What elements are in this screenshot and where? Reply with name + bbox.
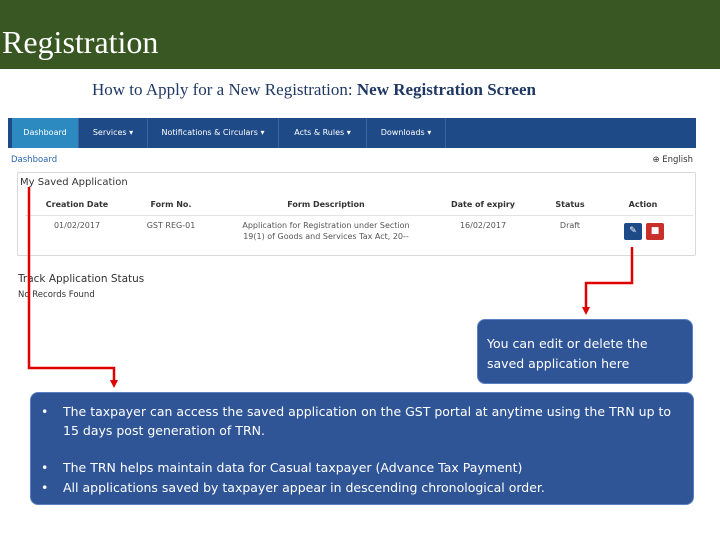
description-line-2: 19(1) of Goods and Services Tax Act, 20-- [243,232,409,241]
subtitle-prefix: How to Apply for a New Registration: [92,80,357,99]
cell-form-no: GST REG-01 [146,221,196,230]
table-divider [25,215,693,216]
description-line-1: Application for Registration under Section [242,221,410,230]
col-status: Status [555,200,585,209]
col-form-no: Form No. [150,200,192,209]
portal-nav-bar [8,118,696,148]
saved-application-title: My Saved Application [20,177,128,188]
subtitle-bold: New Registration Screen [356,80,536,99]
edit-delete-callout: You can edit or delete the saved application here [477,319,693,384]
language-label: English [662,155,693,165]
bullet-marker: • [41,404,49,419]
slide-title: Registration [2,24,159,60]
bullet-text-2: The TRN helps maintain data for Casual taxpayer (Advance Tax Payment) [63,460,523,475]
nav-acts-rules[interactable]: Acts & Rules ▾ [294,128,351,137]
nav-notifications-circulars[interactable]: Notifications & Circulars ▾ [161,128,265,137]
cell-date-of-expiry: 16/02/2017 [459,221,507,230]
edit-button[interactable] [624,223,642,240]
cell-creation-date: 01/02/2017 [53,221,101,230]
bullet-marker: • [41,480,49,495]
col-form-description: Form Description [287,200,365,209]
language-selector[interactable] [652,155,693,165]
pencil-icon: ✎ [629,226,637,236]
track-application-title: Track Application Status [18,273,145,285]
slide-subtitle [92,80,536,100]
bullet-text-1: The taxpayer can access the saved application on the GST portal at anytime using the TRN up to 15 days post generation of TRN. [63,404,672,438]
nav-services[interactable]: Services ▾ [92,128,134,137]
nav-dashboard[interactable]: Dashboard [12,118,78,148]
slide-title-bar [0,0,720,69]
col-date-of-expiry: Date of expiry [450,200,516,209]
col-action: Action [628,200,658,209]
no-records-text: No Records Found [18,290,95,300]
col-creation-date: Creation Date [45,200,109,209]
saved-application-panel [17,172,696,256]
portal-screenshot [8,118,696,308]
globe-icon: ⊕ [652,155,660,165]
cell-form-description [230,220,422,242]
nav-divider [445,118,446,148]
cell-status: Draft [559,221,581,230]
nav-downloads[interactable]: Downloads ▾ [380,128,432,137]
bullet-marker: • [41,460,49,475]
delete-button[interactable] [646,223,664,240]
trash-icon: ■ [650,226,660,236]
info-bullets-box [30,392,694,505]
bullet-text-3: All applications saved by taxpayer appear in descending chronological order. [63,480,545,495]
breadcrumb-dashboard[interactable]: Dashboard [11,155,58,165]
